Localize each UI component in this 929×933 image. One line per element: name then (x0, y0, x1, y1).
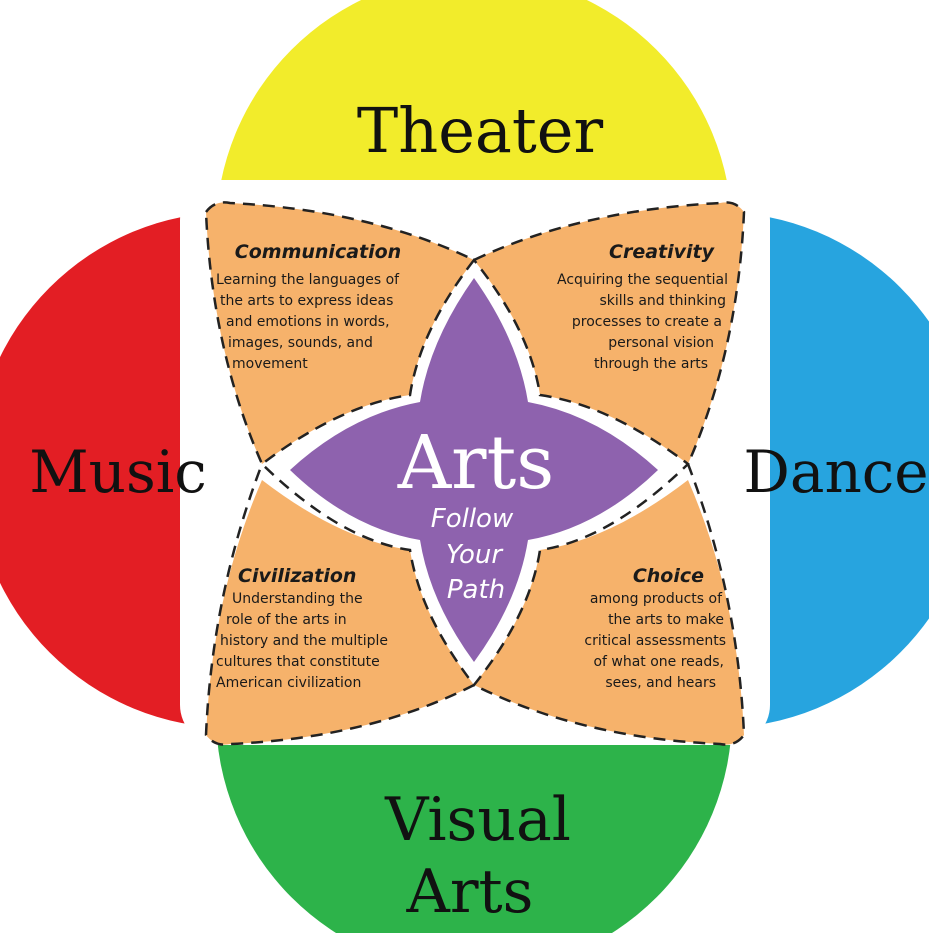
creativity-line-4: personal vision (608, 335, 714, 351)
creativity-line-5: through the arts (593, 356, 708, 372)
creativity-line-2: skills and thinking (599, 293, 726, 309)
arts-label: Arts (406, 857, 534, 927)
communication-line-4: images, sounds, and (228, 335, 373, 351)
choice-line-3: critical assessments (584, 633, 726, 649)
creativity-title: Creativity (609, 241, 714, 263)
creativity-line-1: Acquiring the sequential (557, 272, 728, 288)
choice-line-5: sees, and hears (605, 675, 716, 691)
civilization-title: Civilization (238, 565, 357, 587)
creativity-line-3: processes to create a (571, 314, 722, 330)
center-line-path: Path (446, 575, 506, 605)
communication-line-2: the arts to express ideas (220, 293, 394, 309)
communication-title: Communication (234, 241, 402, 263)
civilization-line-1: Understanding the (232, 591, 363, 607)
choice-line-1: among products of (589, 591, 722, 607)
theater-label: Theater (356, 94, 604, 167)
civilization-line-2: role of the arts in (226, 612, 347, 628)
center-line-follow: Follow (430, 504, 514, 534)
center-line-your: Your (445, 540, 503, 570)
communication-line-3: and emotions in words, (226, 314, 390, 330)
civilization-line-4: cultures that constitute (216, 654, 380, 670)
civilization-line-5: American civilization (216, 675, 362, 691)
choice-line-2: the arts to make (608, 612, 724, 628)
center-title: Arts (397, 420, 555, 506)
civilization-line-3: history and the multiple (220, 633, 388, 649)
visual-label: Visual (385, 785, 571, 855)
communication-line-1: Learning the languages of (216, 272, 400, 288)
communication-line-5: movement (232, 356, 308, 372)
choice-title: Choice (632, 565, 704, 587)
music-label: Music (29, 438, 207, 506)
choice-line-4: of what one reads, (593, 654, 724, 670)
dance-label: Dance (743, 438, 929, 506)
